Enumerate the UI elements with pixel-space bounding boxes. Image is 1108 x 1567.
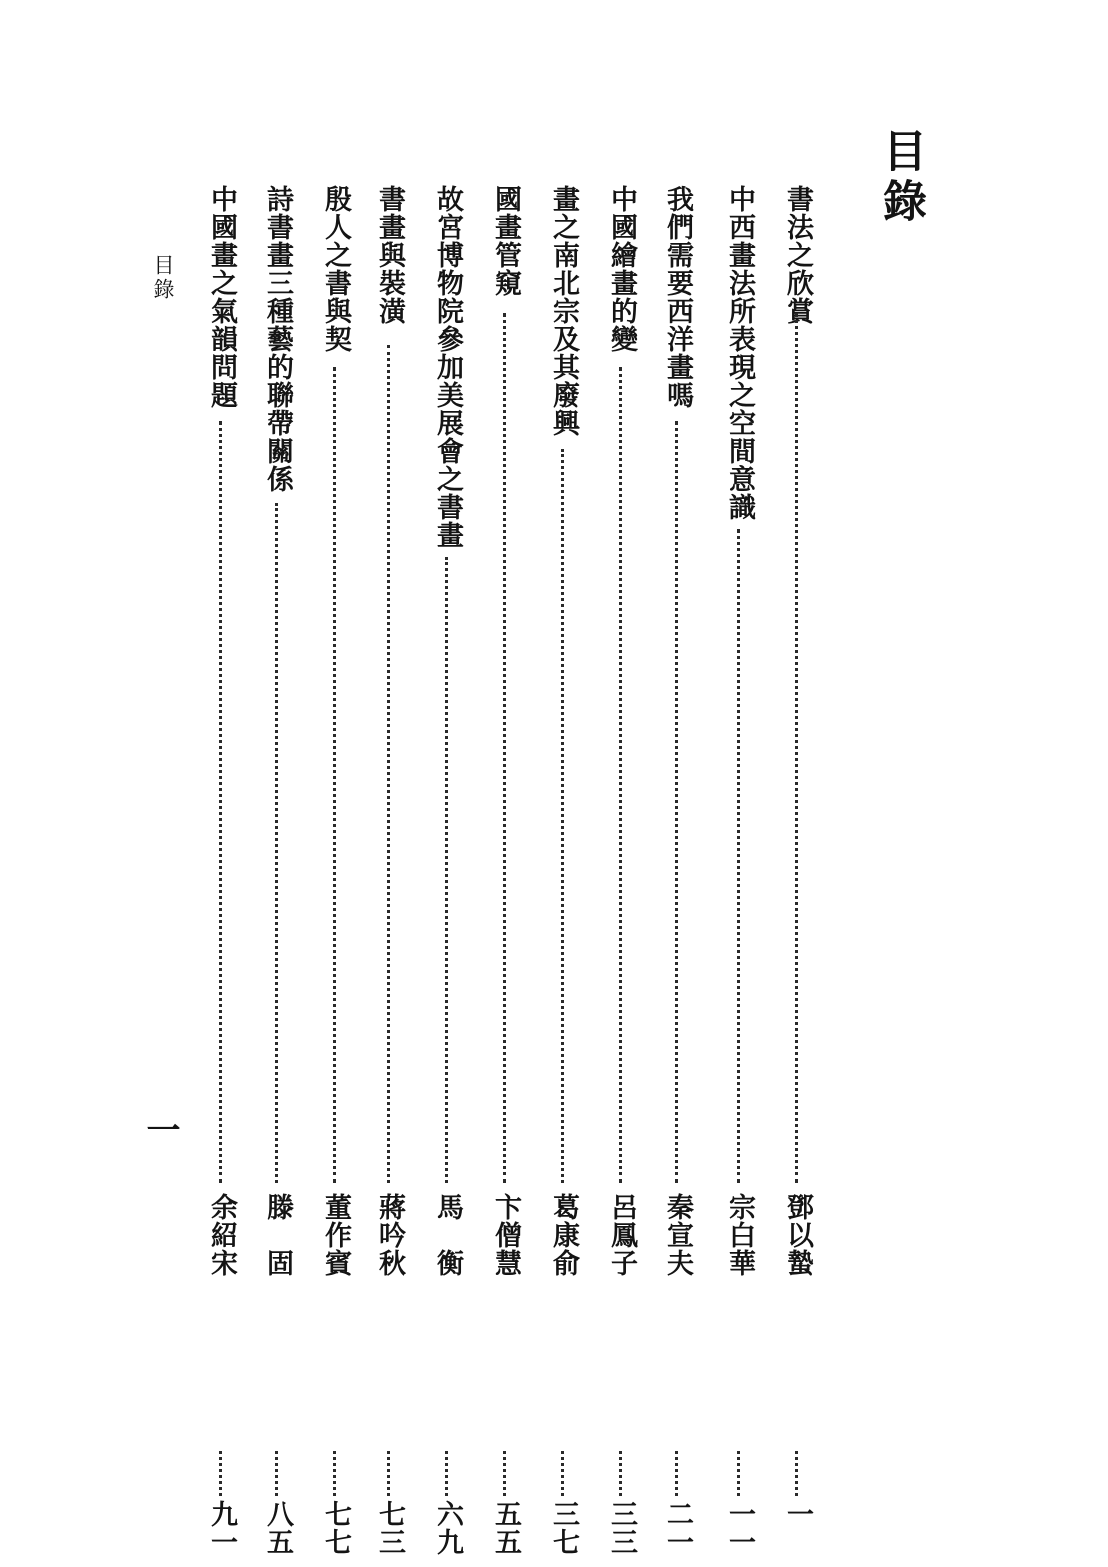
entry-author: 宗白華 [724, 1193, 755, 1277]
dot-leader [503, 313, 506, 1183]
entry-title: 書畫與裝潢 [374, 185, 405, 325]
dot-leader [675, 421, 678, 1183]
entry-title: 書法之欣賞 [782, 185, 813, 325]
entry-title: 殷人之書與契 [320, 185, 351, 353]
dot-leader [333, 1451, 336, 1496]
dot-leader [445, 1451, 448, 1496]
entry-title: 國畫管窺 [490, 185, 521, 297]
dot-leader [503, 1451, 506, 1496]
dot-leader [333, 367, 336, 1183]
dot-leader [561, 1451, 564, 1496]
entry-title: 我們需要西洋畫嗎 [662, 185, 693, 409]
dot-leader [219, 421, 222, 1183]
entry-author: 滕 固 [262, 1193, 293, 1277]
dot-leader [619, 367, 622, 1183]
entry-author: 葛康俞 [548, 1193, 579, 1277]
dot-leader [387, 345, 390, 1183]
toc-entry [548, 185, 579, 1556]
running-head: 目錄 [151, 254, 175, 302]
toc-entry [262, 185, 293, 1556]
entry-page-number: 六九 [432, 1500, 463, 1556]
entry-author: 馬 衡 [432, 1193, 463, 1277]
entry-title: 故宮博物院參加美展會之書畫 [432, 185, 463, 549]
toc-entry [490, 185, 521, 1556]
entry-page-number: 九一 [206, 1500, 237, 1556]
entry-author: 卞僧慧 [490, 1193, 521, 1277]
entry-title: 畫之南北宗及其廢興 [548, 185, 579, 437]
dot-leader [275, 1451, 278, 1496]
entry-author: 蔣吟秋 [374, 1193, 405, 1277]
dot-leader [445, 557, 448, 1183]
entry-title: 中國繪畫的變 [606, 185, 637, 353]
dot-leader [619, 1451, 622, 1496]
toc-entry [320, 185, 351, 1556]
entry-title: 中國畫之氣韻問題 [206, 185, 237, 409]
entry-page-number: 三三 [606, 1500, 637, 1556]
entry-title: 中西畫法所表現之空間意識 [724, 185, 755, 521]
toc-entry [374, 185, 405, 1556]
toc-entry [724, 185, 755, 1556]
toc-entry [206, 185, 237, 1556]
entry-page-number: 三七 [548, 1500, 579, 1556]
entry-page-number: 一 [782, 1500, 813, 1528]
folio-page-number: 一 [140, 1112, 180, 1146]
entry-page-number: 五五 [490, 1500, 521, 1556]
dot-leader [387, 1451, 390, 1496]
entry-author: 董作賓 [320, 1193, 351, 1277]
dot-leader [219, 1451, 222, 1496]
dot-leader [795, 1451, 798, 1496]
dot-leader [675, 1451, 678, 1496]
entry-page-number: 七三 [374, 1500, 405, 1556]
dot-leader [737, 1451, 740, 1496]
dot-leader [275, 503, 278, 1183]
entry-author: 鄧以蟄 [782, 1193, 813, 1277]
entry-page-number: 七七 [320, 1500, 351, 1556]
entry-author: 秦宣夫 [662, 1193, 693, 1277]
dot-leader [737, 529, 740, 1183]
toc-entry [662, 185, 693, 1556]
toc-entry [606, 185, 637, 1556]
entry-page-number: 二一 [662, 1500, 693, 1556]
entry-author: 呂鳳子 [606, 1193, 637, 1277]
toc-entry [432, 185, 463, 1556]
entry-title: 詩書畫三種藝的聯帶關係 [262, 185, 293, 493]
dot-leader [561, 449, 564, 1183]
entry-page-number: 八五 [262, 1500, 293, 1556]
entry-author: 余紹宋 [206, 1193, 237, 1277]
entry-page-number: 一一 [724, 1500, 755, 1556]
page-title: 目錄 [875, 128, 926, 228]
toc-entry [782, 185, 813, 1528]
dot-leader [795, 313, 798, 1183]
